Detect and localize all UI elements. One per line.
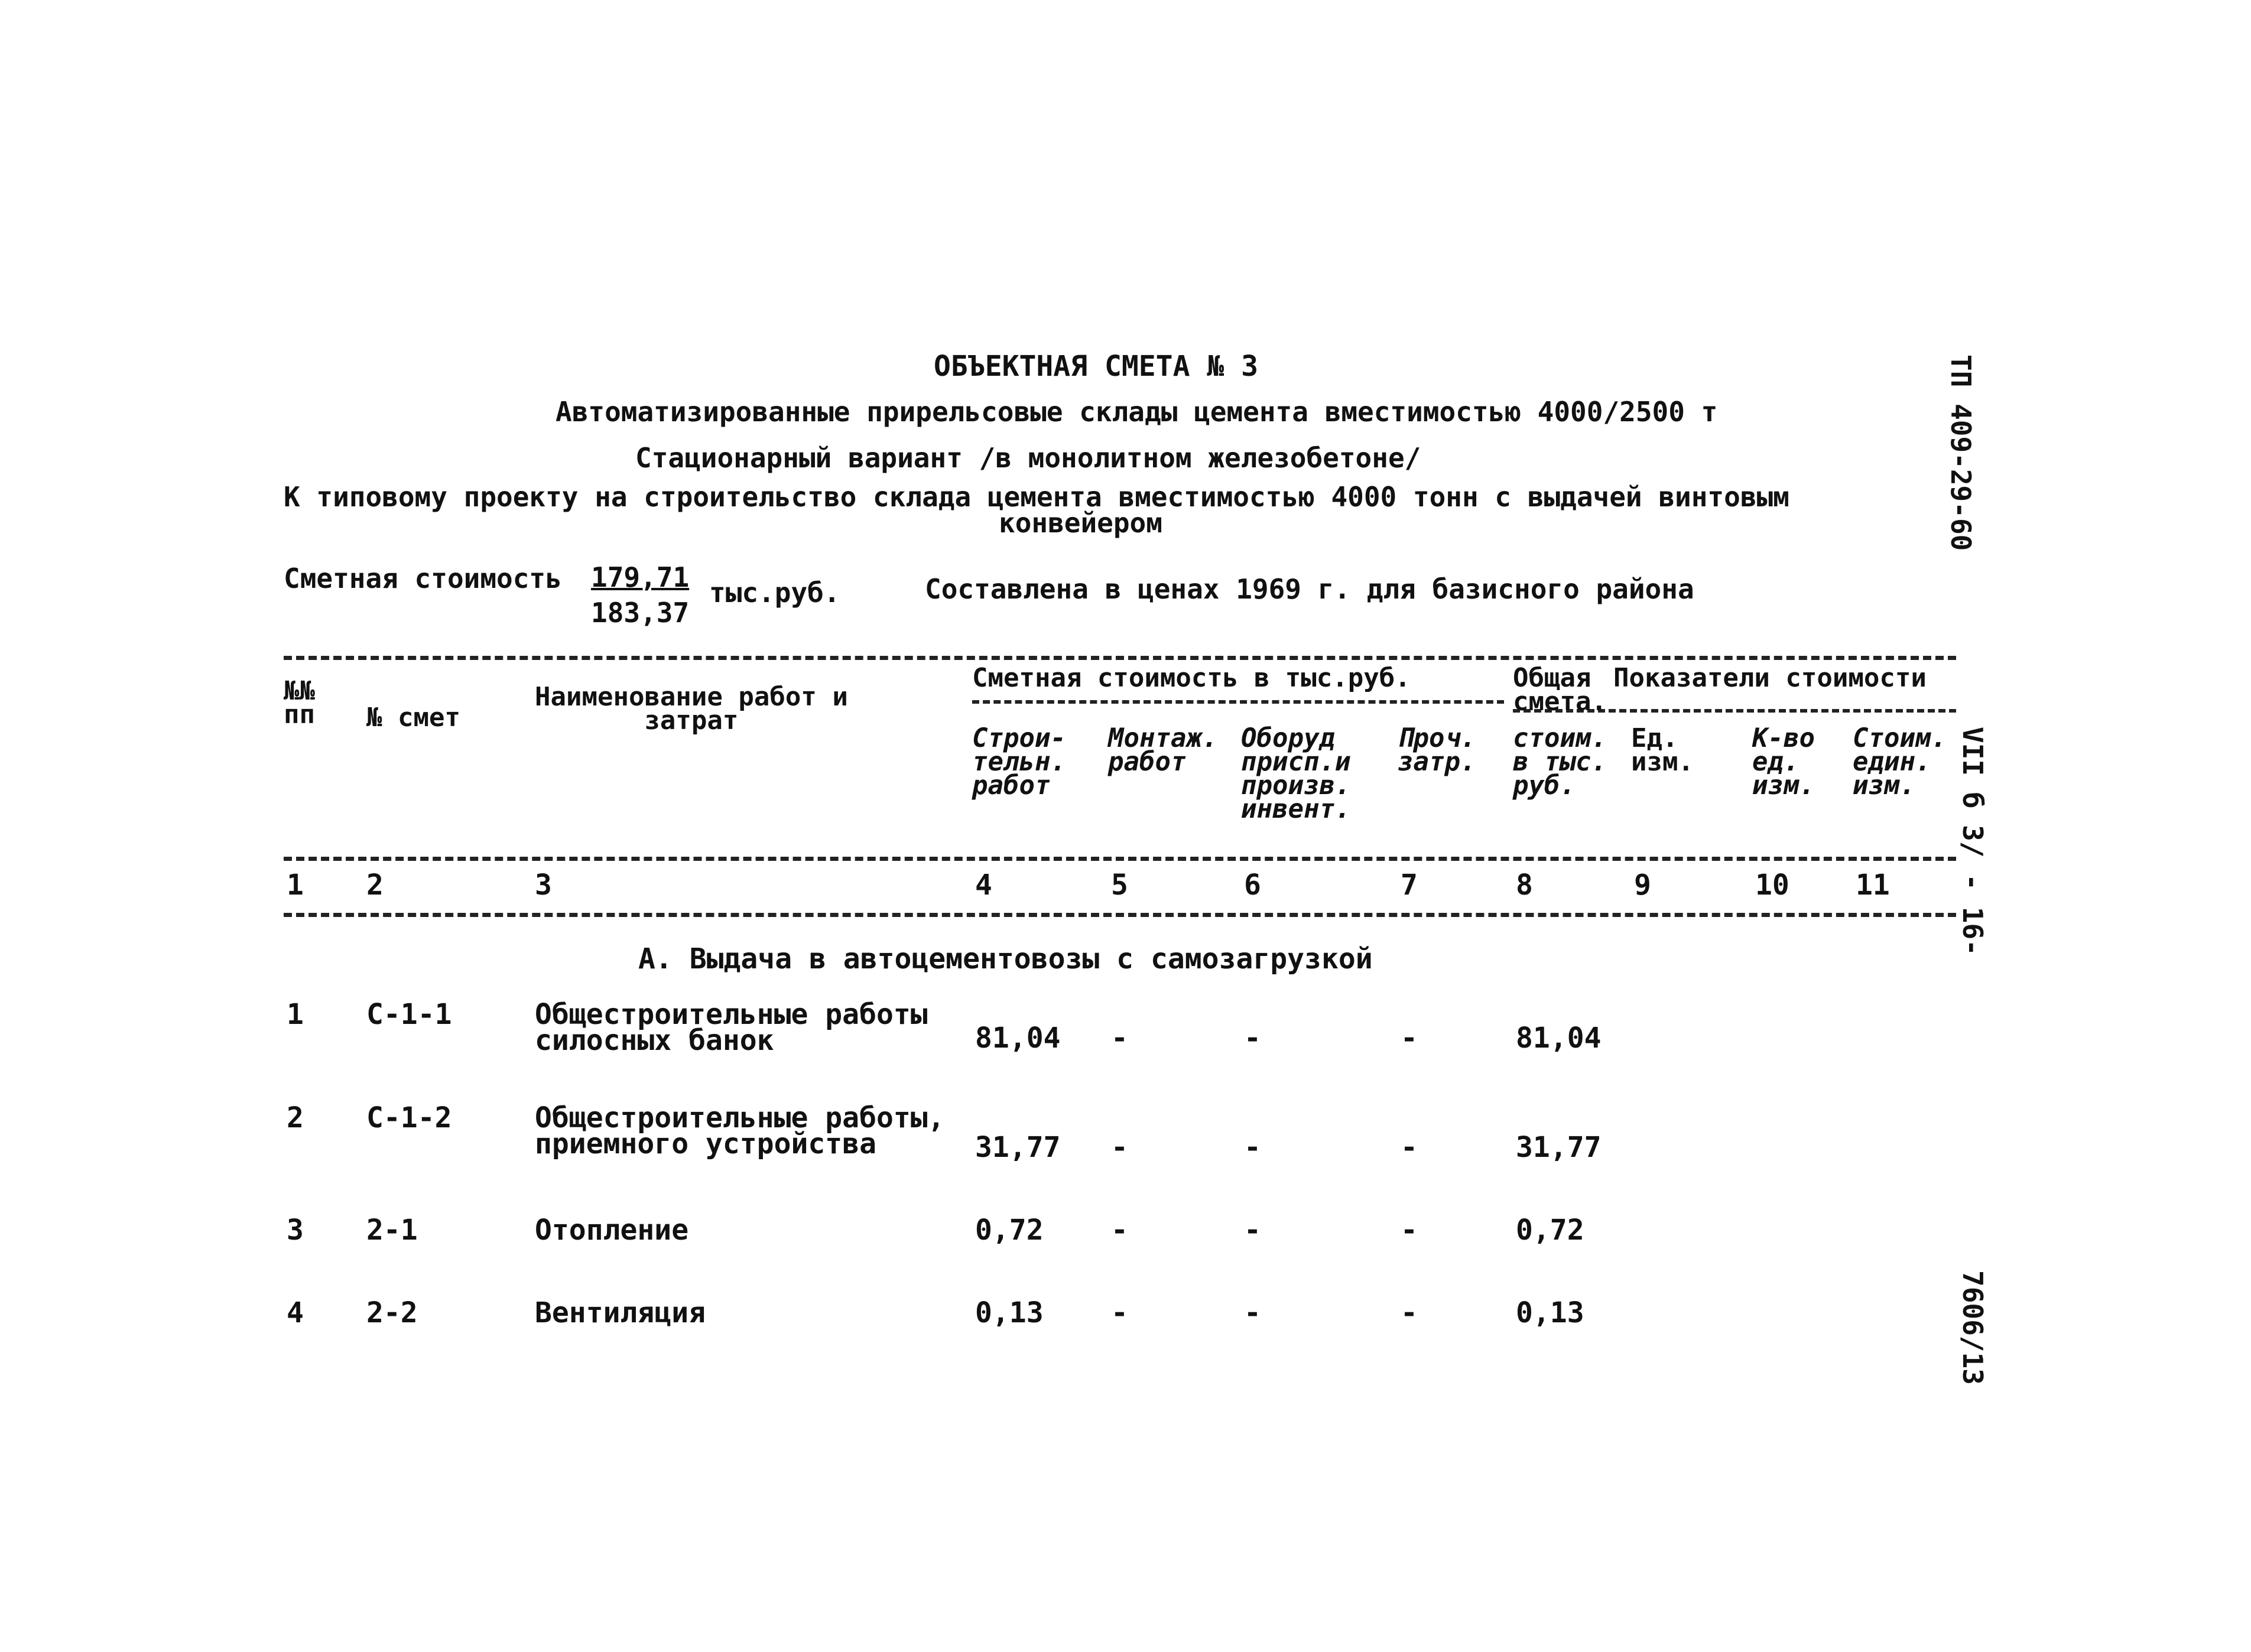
side-code-project: ТП 409-29-60 — [1945, 355, 1977, 551]
row-1-smet: С-1-1 — [366, 998, 452, 1031]
row-1-proch: - — [1401, 1022, 1418, 1055]
row-4-montazh: - — [1111, 1296, 1128, 1329]
header-smet: № смет — [366, 703, 460, 733]
row-3-oborud: - — [1244, 1214, 1261, 1247]
row-2-total: 31,77 — [1516, 1131, 1602, 1164]
header-qty: К-во ед. изм. — [1752, 723, 1815, 801]
header-total: стоим. в тыс. руб. — [1513, 723, 1607, 801]
header-total-group: Общая смета. — [1513, 663, 1607, 717]
row-4-smet: 2-2 — [366, 1296, 418, 1329]
row-4-name: Вентиляция — [535, 1296, 706, 1329]
subtitle-line-1: Автоматизированные прирельсовые склады цемента вместимостью 4000/2500 т — [556, 396, 1718, 428]
header-oborud: Оборуд присп.и произв. инвент. — [1241, 723, 1351, 824]
cost-value-bottom: 183,37 — [591, 597, 690, 629]
col-number-2: 2 — [366, 869, 384, 902]
header-unit-cost: Стоим. един. изм. — [1853, 723, 1947, 801]
side-code-sheet: VII б 3/ - 16- — [1957, 727, 1989, 956]
numbers-bottom-rule — [284, 913, 1956, 917]
row-2-oborud: - — [1244, 1131, 1261, 1164]
row-3-proch: - — [1401, 1214, 1418, 1247]
row-1-oborud: - — [1244, 1022, 1261, 1055]
col-number-8: 8 — [1516, 869, 1533, 902]
col-number-5: 5 — [1111, 869, 1128, 902]
subtitle-line-4: конвейером — [999, 507, 1162, 539]
header-stroit: Строи- тельн. работ — [972, 723, 1066, 801]
row-1-name: Общестроительные работы силосных банок — [535, 998, 928, 1057]
col-number-6: 6 — [1244, 869, 1261, 902]
col-number-4: 4 — [975, 869, 992, 902]
row-2-num: 2 — [287, 1101, 304, 1134]
subtitle-line-2: Стационарный вариант /в монолитном железобетоне/ — [635, 442, 1421, 474]
col-number-7: 7 — [1401, 869, 1418, 902]
row-4-stroit: 0,13 — [975, 1296, 1044, 1329]
cost-unit: тыс.руб. — [709, 577, 840, 609]
cost-label: Сметная стоимость — [284, 562, 562, 594]
header-unit: Ед. изм. — [1631, 723, 1694, 777]
side-code-number: 7606/13 — [1957, 1270, 1989, 1385]
header-proch: Проч. затр. — [1398, 723, 1476, 777]
col-number-11: 11 — [1856, 869, 1890, 902]
row-2-proch: - — [1401, 1131, 1418, 1164]
row-2-stroit: 31,77 — [975, 1131, 1061, 1164]
row-2-name: Общестроительные работы, приемного устройства — [535, 1101, 945, 1160]
header-cost-group: Сметная стоимость в тыс.руб. — [972, 663, 1411, 693]
row-4-total: 0,13 — [1516, 1296, 1584, 1329]
row-3-total: 0,72 — [1516, 1214, 1584, 1247]
row-4-num: 4 — [287, 1296, 304, 1329]
row-2-montazh: - — [1111, 1131, 1128, 1164]
row-1-total: 81,04 — [1516, 1022, 1602, 1055]
table-top-rule — [284, 656, 1956, 660]
col-number-10: 10 — [1755, 869, 1789, 902]
row-3-name: Отопление — [535, 1214, 689, 1247]
row-4-proch: - — [1401, 1296, 1418, 1329]
row-4-oborud: - — [1244, 1296, 1261, 1329]
header-num: №№ пп — [284, 676, 315, 730]
cost-group-rule — [972, 700, 1504, 704]
compiled-note: Составлена в ценах 1969 г. для базисного района — [925, 573, 1694, 605]
row-2-smet: С-1-2 — [366, 1101, 452, 1134]
row-1-montazh: - — [1111, 1022, 1128, 1055]
row-3-montazh: - — [1111, 1214, 1128, 1247]
row-3-stroit: 0,72 — [975, 1214, 1044, 1247]
row-1-num: 1 — [287, 998, 304, 1031]
header-name: Наименование работ и затрат — [535, 682, 848, 736]
cost-value-top: 179,71 — [591, 561, 690, 593]
col-number-9: 9 — [1634, 869, 1651, 902]
row-3-smet: 2-1 — [366, 1214, 418, 1247]
row-1-stroit: 81,04 — [975, 1022, 1061, 1055]
row-3-num: 3 — [287, 1214, 304, 1247]
header-bottom-rule — [284, 857, 1956, 861]
subtitle-line-3: К типовому проекту на строительство склада цемента вместимостью 4000 тонн с выдачей винтовым — [284, 481, 1789, 513]
col-number-3: 3 — [535, 869, 552, 902]
section-heading: А. Выдача в автоцементовозы с самозагрузкой — [638, 942, 1373, 975]
header-indicators-group: Показатели стоимости — [1613, 663, 1927, 693]
col-number-1: 1 — [287, 869, 304, 902]
document-title: ОБЪЕКТНАЯ СМЕТА № 3 — [934, 350, 1259, 383]
header-montazh: Монтаж. работ — [1108, 723, 1218, 777]
